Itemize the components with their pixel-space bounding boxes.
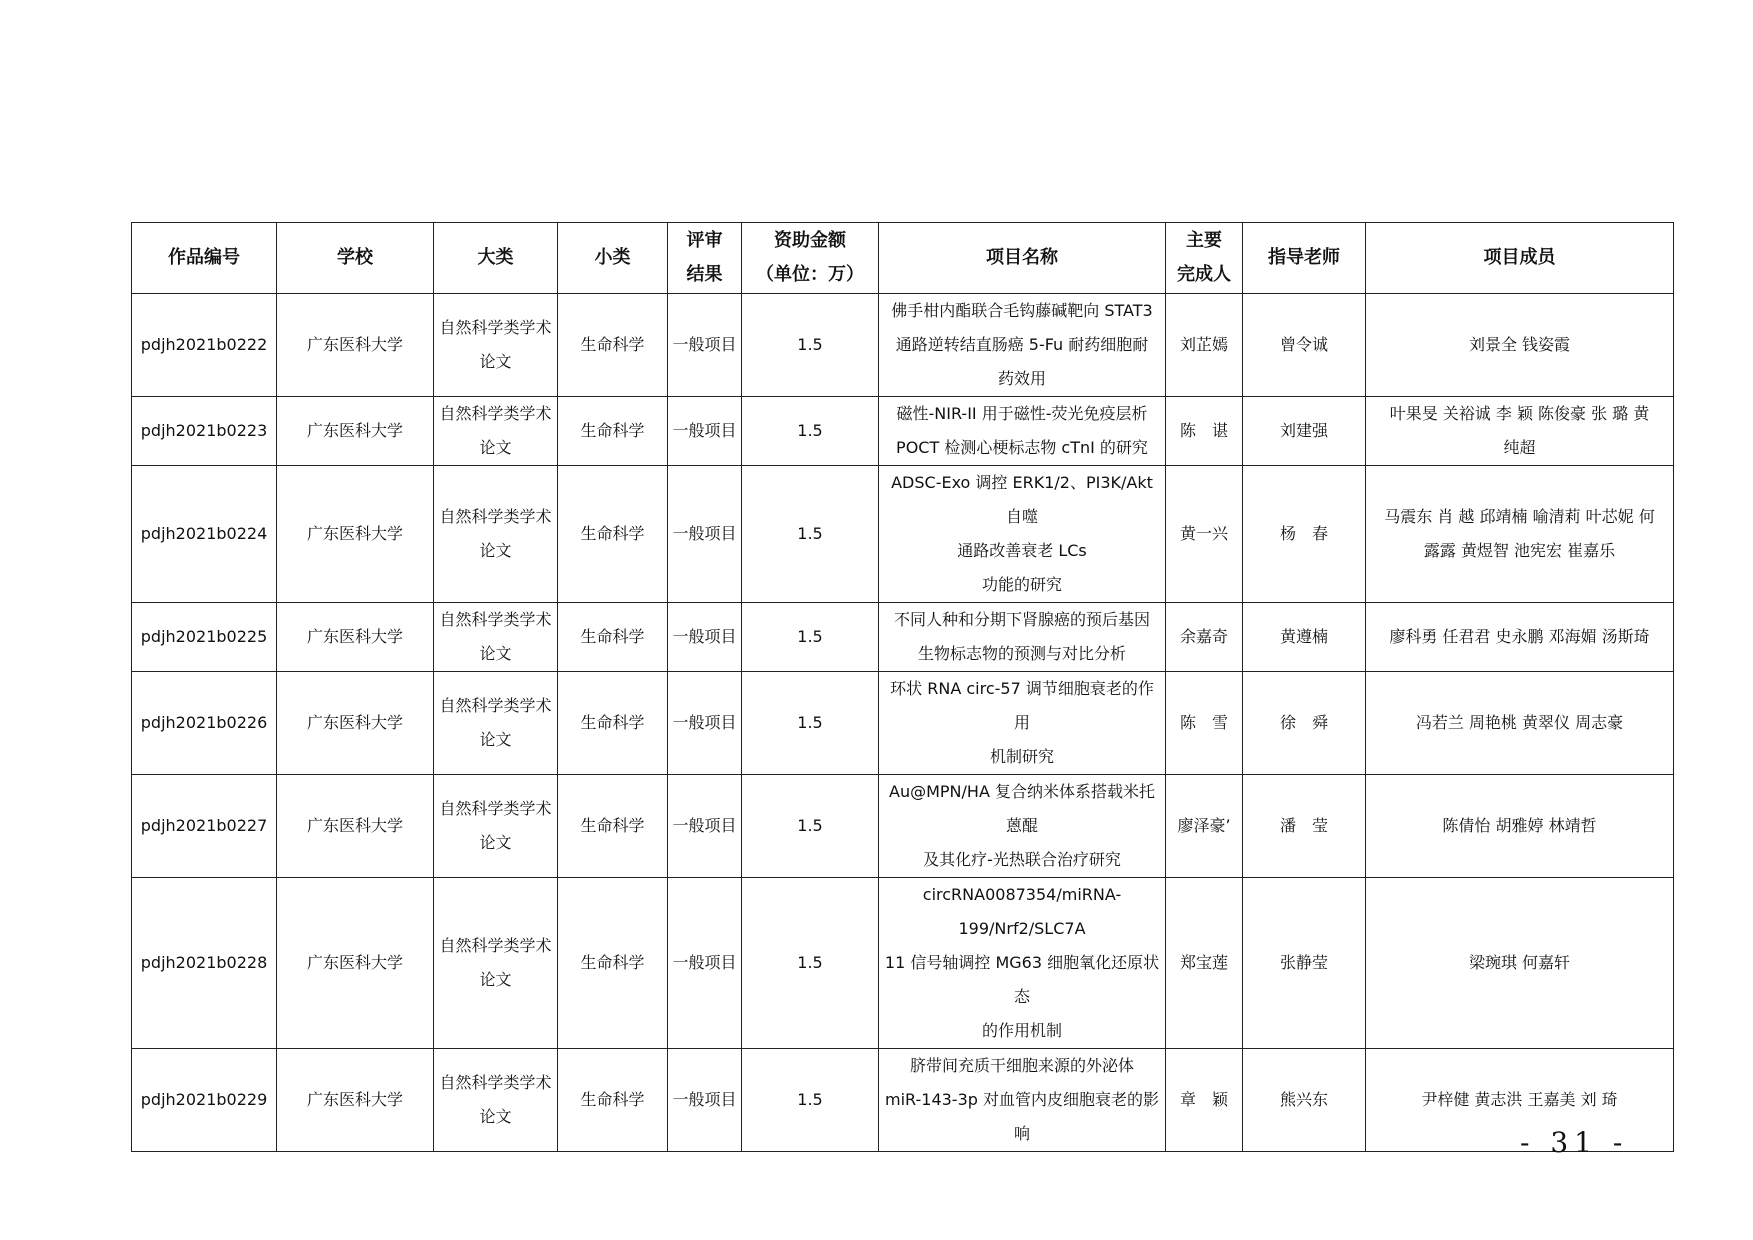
cell-advisor: 熊兴东 — [1243, 1049, 1366, 1152]
cell-category-line: 自然科学类学术 — [439, 318, 552, 337]
cell-project-line: miR-143-3p 对血管内皮细胞衰老的影 — [884, 1090, 1159, 1109]
cell-result: 一般项目 — [668, 1049, 742, 1152]
cell-project-line: 的作用机制 — [981, 1021, 1062, 1040]
cell-project-line: 环状 RNA circ-57 调节细胞衰老的作用 — [890, 679, 1154, 732]
cell-subcategory: 生命科学 — [558, 1049, 668, 1152]
cell-advisor: 徐 舜 — [1243, 672, 1366, 775]
cell-project-line: 生物标志物的预测与对比分析 — [917, 644, 1126, 663]
cell-school: 广东医科大学 — [277, 603, 434, 672]
cell-members-line: 陈倩怡 胡雅婷 林靖哲 — [1442, 816, 1597, 835]
cell-leader: 余嘉奇 — [1166, 603, 1243, 672]
cell-project — [879, 466, 1166, 603]
cell-result: 一般项目 — [668, 775, 742, 878]
header-category: 大类 — [434, 223, 558, 294]
cell-project — [879, 672, 1166, 775]
cell-category — [434, 775, 558, 878]
cell-school: 广东医科大学 — [277, 775, 434, 878]
cell-code: pdjh2021b0226 — [132, 672, 277, 775]
cell-project — [879, 603, 1166, 672]
cell-school: 广东医科大学 — [277, 294, 434, 397]
table-row — [132, 1049, 1674, 1152]
cell-subcategory: 生命科学 — [558, 672, 668, 775]
cell-advisor: 黄遵楠 — [1243, 603, 1366, 672]
cell-funding: 1.5 — [742, 603, 879, 672]
cell-advisor: 刘建强 — [1243, 397, 1366, 466]
cell-leader: 黄一兴 — [1166, 466, 1243, 603]
cell-funding: 1.5 — [742, 878, 879, 1049]
cell-category-line: 自然科学类学术 — [439, 799, 552, 818]
cell-members — [1366, 672, 1674, 775]
header-leader: 主要 完成人 — [1166, 223, 1243, 294]
table-row — [132, 603, 1674, 672]
cell-school: 广东医科大学 — [277, 672, 434, 775]
header-members: 项目成员 — [1366, 223, 1674, 294]
header-advisor: 指导老师 — [1243, 223, 1366, 294]
cell-project-line: 及其化疗-光热联合治疗研究 — [923, 850, 1121, 869]
cell-category — [434, 466, 558, 603]
cell-category-line: 论文 — [479, 833, 512, 852]
cell-result: 一般项目 — [668, 878, 742, 1049]
cell-leader: 陈 谌 — [1166, 397, 1243, 466]
cell-members-line: 刘景全 钱姿霞 — [1468, 335, 1571, 354]
cell-code: pdjh2021b0229 — [132, 1049, 277, 1152]
cell-project-line: POCT 检测心梗标志物 cTnI 的研究 — [896, 438, 1148, 457]
cell-category-line: 自然科学类学术 — [439, 696, 552, 715]
cell-members — [1366, 466, 1674, 603]
cell-code: pdjh2021b0227 — [132, 775, 277, 878]
cell-funding: 1.5 — [742, 672, 879, 775]
cell-project-line: 佛手柑内酯联合毛钩藤碱靶向 STAT3 — [891, 301, 1153, 320]
cell-members-line: 尹梓健 黄志洪 王嘉美 刘 琦 — [1421, 1090, 1618, 1109]
cell-subcategory: 生命科学 — [558, 294, 668, 397]
header-result: 评审 结果 — [668, 223, 742, 294]
cell-members — [1366, 775, 1674, 878]
cell-result: 一般项目 — [668, 603, 742, 672]
cell-funding: 1.5 — [742, 775, 879, 878]
cell-members — [1366, 294, 1674, 397]
table-row — [132, 672, 1674, 775]
cell-members — [1366, 878, 1674, 1049]
cell-members — [1366, 397, 1674, 466]
cell-category — [434, 294, 558, 397]
cell-leader: 章 颖 — [1166, 1049, 1243, 1152]
cell-funding: 1.5 — [742, 466, 879, 603]
cell-leader: 廖泽豪’ — [1166, 775, 1243, 878]
header-project: 项目名称 — [879, 223, 1166, 294]
cell-project-line: 通路改善衰老 LCs — [957, 541, 1087, 560]
cell-subcategory: 生命科学 — [558, 603, 668, 672]
cell-category-line: 自然科学类学术 — [439, 507, 552, 526]
cell-project — [879, 397, 1166, 466]
table-row — [132, 294, 1674, 397]
cell-code: pdjh2021b0228 — [132, 878, 277, 1049]
cell-school: 广东医科大学 — [277, 397, 434, 466]
table-row — [132, 878, 1674, 1049]
cell-category-line: 论文 — [479, 970, 512, 989]
cell-code: pdjh2021b0225 — [132, 603, 277, 672]
cell-leader: 刘芷嫣 — [1166, 294, 1243, 397]
cell-members-line: 叶果旻 关裕诚 李 颖 陈俊豪 张 璐 黄 — [1389, 404, 1650, 423]
cell-category-line: 自然科学类学术 — [439, 1073, 552, 1092]
cell-funding: 1.5 — [742, 1049, 879, 1152]
cell-project — [879, 775, 1166, 878]
cell-project — [879, 294, 1166, 397]
cell-project-line: 不同人种和分期下肾腺癌的预后基因 — [893, 610, 1150, 629]
cell-funding: 1.5 — [742, 397, 879, 466]
cell-members-line: 梁琬琪 何嘉轩 — [1468, 953, 1571, 972]
cell-category-line: 论文 — [479, 730, 512, 749]
table-row — [132, 775, 1674, 878]
header-school: 学校 — [277, 223, 434, 294]
table-row — [132, 397, 1674, 466]
cell-members-line: 马震东 肖 越 邱靖楠 喻清莉 叶芯妮 何 — [1384, 507, 1655, 526]
cell-code: pdjh2021b0222 — [132, 294, 277, 397]
cell-category — [434, 1049, 558, 1152]
cell-project-line: 药效用 — [997, 369, 1046, 388]
cell-category-line: 自然科学类学术 — [439, 404, 552, 423]
cell-members-line: 露露 黄煜智 池宪宏 崔嘉乐 — [1423, 541, 1616, 560]
cell-school: 广东医科大学 — [277, 466, 434, 603]
cell-category-line: 论文 — [479, 352, 512, 371]
cell-category-line: 自然科学类学术 — [439, 936, 552, 955]
cell-category — [434, 878, 558, 1049]
cell-result: 一般项目 — [668, 672, 742, 775]
cell-subcategory: 生命科学 — [558, 775, 668, 878]
cell-advisor: 杨 春 — [1243, 466, 1366, 603]
header-row — [132, 223, 1674, 294]
cell-project-line: 磁性-NIR-II 用于磁性-荧光免疫层析 — [896, 404, 1148, 423]
cell-leader: 陈 雪 — [1166, 672, 1243, 775]
cell-category-line: 论文 — [479, 644, 512, 663]
cell-project-line: 通路逆转结直肠癌 5-Fu 耐药细胞耐 — [895, 335, 1149, 354]
cell-category-line: 论文 — [479, 1107, 512, 1126]
cell-category-line: 自然科学类学术 — [439, 610, 552, 629]
cell-result: 一般项目 — [668, 397, 742, 466]
project-table — [131, 222, 1674, 1152]
cell-advisor: 张静莹 — [1243, 878, 1366, 1049]
cell-project-line: 响 — [1013, 1124, 1030, 1143]
cell-school: 广东医科大学 — [277, 1049, 434, 1152]
cell-code: pdjh2021b0224 — [132, 466, 277, 603]
cell-result: 一般项目 — [668, 294, 742, 397]
cell-subcategory: 生命科学 — [558, 878, 668, 1049]
cell-project-line: 功能的研究 — [981, 575, 1062, 594]
cell-school: 广东医科大学 — [277, 878, 434, 1049]
header-code: 作品编号 — [132, 223, 277, 294]
cell-project — [879, 878, 1166, 1049]
cell-category — [434, 397, 558, 466]
header-subcategory: 小类 — [558, 223, 668, 294]
cell-advisor: 曾令诚 — [1243, 294, 1366, 397]
cell-project-line: 脐带间充质干细胞来源的外泌体 — [909, 1056, 1134, 1075]
cell-project-line: 机制研究 — [989, 747, 1054, 766]
cell-members-line: 纯超 — [1503, 438, 1536, 457]
cell-code: pdjh2021b0223 — [132, 397, 277, 466]
page-number: - 31 - — [1520, 1126, 1629, 1159]
cell-project-line: circRNA0087354/miRNA-199/Nrf2/SLC7A — [922, 885, 1122, 938]
cell-leader: 郑宝莲 — [1166, 878, 1243, 1049]
cell-project-line: Au@MPN/HA 复合纳米体系搭载米托蒽醌 — [889, 782, 1155, 835]
header-funding: 资助金额 （单位：万） — [742, 223, 879, 294]
cell-advisor: 潘 莹 — [1243, 775, 1366, 878]
cell-project-line: 11 信号轴调控 MG63 细胞氧化还原状态 — [884, 953, 1160, 1006]
cell-members — [1366, 603, 1674, 672]
table-row — [132, 466, 1674, 603]
cell-category-line: 论文 — [479, 438, 512, 457]
cell-subcategory: 生命科学 — [558, 466, 668, 603]
cell-members-line: 冯若兰 周艳桃 黄翠仪 周志豪 — [1415, 713, 1624, 732]
cell-project — [879, 1049, 1166, 1152]
cell-result: 一般项目 — [668, 466, 742, 603]
cell-project-line: ADSC-Exo 调控 ERK1/2、PI3K/Akt 自噬 — [891, 473, 1153, 526]
cell-subcategory: 生命科学 — [558, 397, 668, 466]
cell-members-line: 廖科勇 任君君 史永鹏 邓海媚 汤斯琦 — [1389, 627, 1650, 646]
cell-category — [434, 672, 558, 775]
cell-category — [434, 603, 558, 672]
cell-category-line: 论文 — [479, 541, 512, 560]
cell-funding: 1.5 — [742, 294, 879, 397]
